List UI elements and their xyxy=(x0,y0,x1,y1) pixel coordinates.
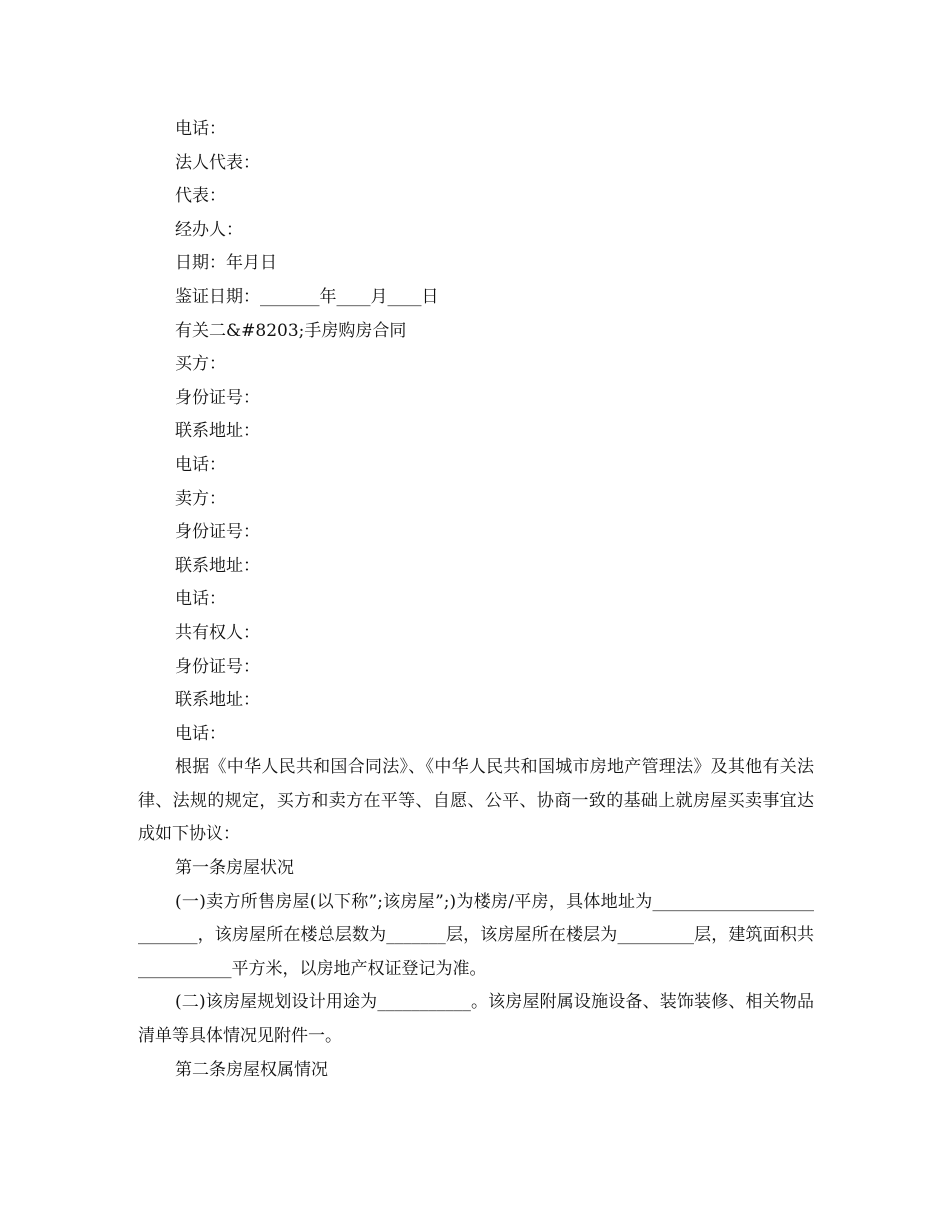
section-heading-2: 第二条房屋权属情况 xyxy=(175,1059,328,1080)
text-line-co-owner-id: 身份证号： xyxy=(175,656,260,677)
contract-title: 有关二&#8203;手房购房合同 xyxy=(175,320,407,341)
text-line-buyer-address: 联系地址： xyxy=(175,421,260,442)
text-line-attestation-date: 鉴证日期：_______年____月____日 xyxy=(175,286,439,307)
text-line-seller: 卖方： xyxy=(175,488,226,509)
text-line-date: 日期：年月日 xyxy=(175,253,277,274)
text-line-co-owner-phone: 电话： xyxy=(175,723,226,744)
paragraph-preamble: 根据《中华人民共和国合同法》、《中华人民共和国城市房地产管理法》及其他有关法律、法规的规定，买方和卖方在平等、自愿、公平、协商一致的基础上就房屋买卖事宜达成如下协议： xyxy=(138,757,814,845)
text-line-seller-phone: 电话： xyxy=(175,589,226,610)
text-line-legal-rep: 法人代表： xyxy=(175,152,260,173)
text-line-buyer-phone: 电话： xyxy=(175,454,226,475)
text-line-co-owner: 共有权人： xyxy=(175,622,260,643)
text-line-handler: 经办人： xyxy=(175,219,243,240)
document-body xyxy=(138,113,814,1087)
text-line-seller-address: 联系地址： xyxy=(175,555,260,576)
text-line-buyer: 买方： xyxy=(175,354,226,375)
text-line-seller-id: 身份证号： xyxy=(175,522,260,543)
paragraph-clause-1-2: (二)该房屋规划设计用途为___________。该房屋附属设施设备、装饰装修、相关物品清单等具体情况见附件一。 xyxy=(138,992,814,1047)
text-line-co-owner-address: 联系地址： xyxy=(175,690,260,711)
text-line-phone: 电话： xyxy=(175,119,226,139)
text-line-representative: 代表： xyxy=(175,186,226,207)
paragraph-clause-1-1: (一)卖方所售房屋(以下称”;该房屋”;)为楼房/平房，具体地址为__________________________，该房屋所在楼总层数为_______层，该房屋所在楼层为_________层，建筑面积共___________平方米，以房地产权证登记为准。 xyxy=(138,891,814,979)
text-line-buyer-id: 身份证号： xyxy=(175,387,260,408)
section-heading-1: 第一条房屋状况 xyxy=(175,858,294,879)
